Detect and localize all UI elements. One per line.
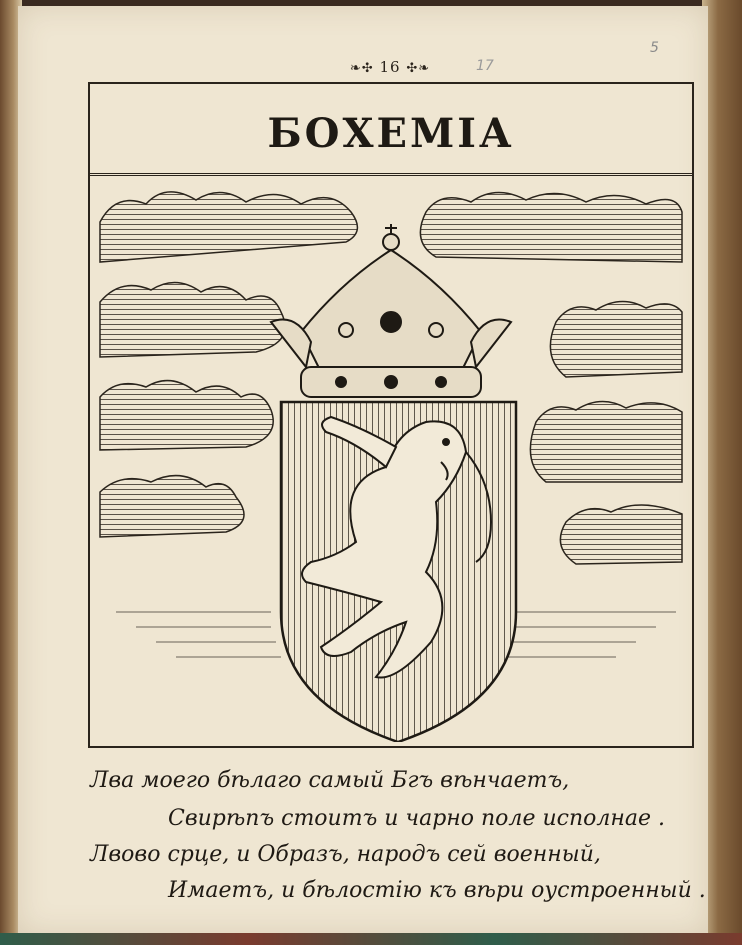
engraved-plate xyxy=(88,82,694,748)
corner-folio-number: 5 xyxy=(650,40,659,56)
page-number-header xyxy=(330,58,450,76)
page-number: 16 xyxy=(379,58,401,76)
verse-line: Имаетъ, и бѣлостію къ вѣри оустроенный . xyxy=(168,878,706,903)
coat-of-arms-illustration xyxy=(96,182,686,742)
verse-line: Лва моего бѣлаго самый Бгъ вѣнчаетъ, xyxy=(90,768,570,793)
book-bottom-edge xyxy=(0,933,742,945)
pencil-folio-number: 17 xyxy=(476,58,494,74)
verse-line: Лвово срце, и Образъ, народъ сей военный, xyxy=(90,842,601,867)
heraldic-lion-icon xyxy=(96,182,686,742)
title-band xyxy=(90,84,692,176)
header-ornament-left: ❧✣ xyxy=(349,61,374,76)
plate-title: БОХЕМІА xyxy=(267,110,515,157)
book-right-edge xyxy=(702,0,742,945)
header-ornament-right: ✣❧ xyxy=(406,61,431,76)
verse-line: Свирѣпъ стоитъ и чарно поле исполнае . xyxy=(168,806,665,831)
